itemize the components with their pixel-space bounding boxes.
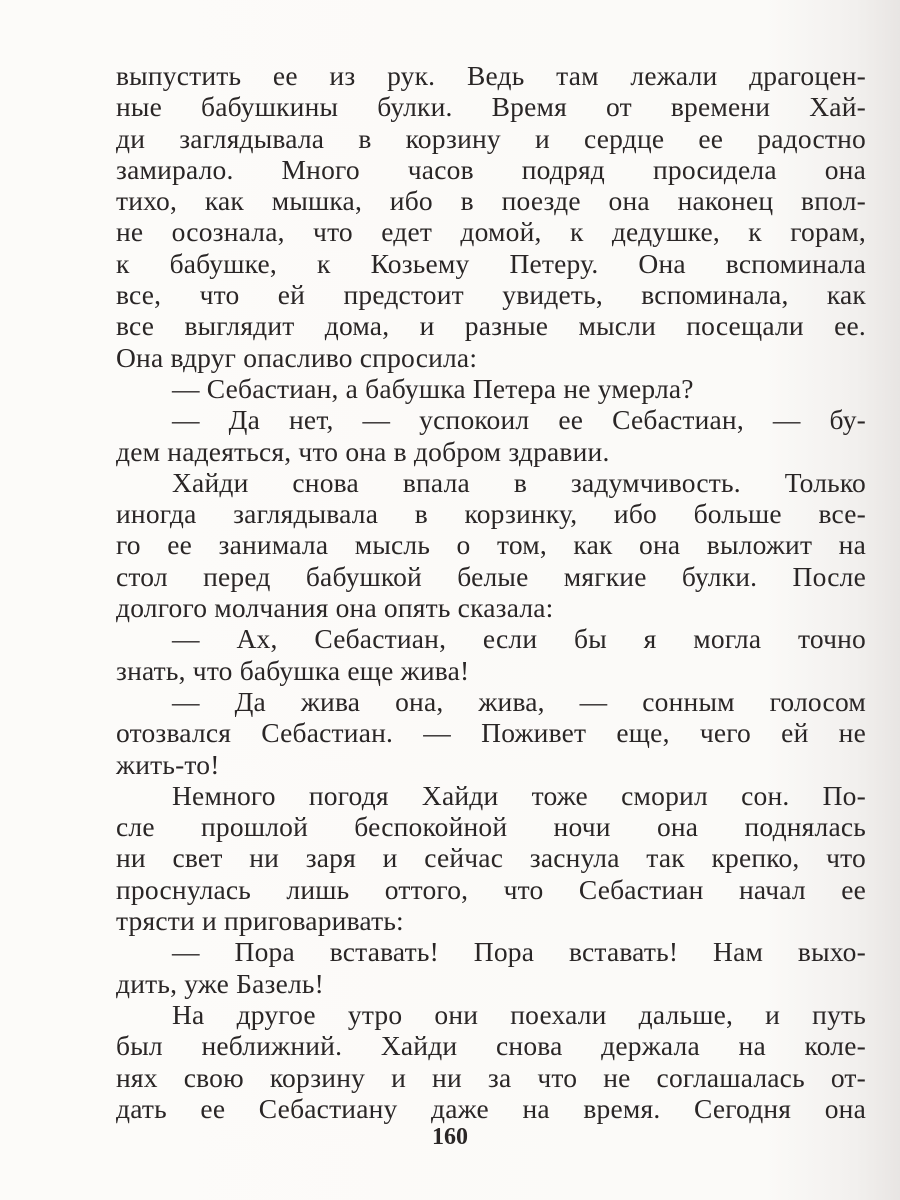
text-line: дем надеяться, что она в добром здравии. (116, 435, 610, 467)
text-line: дить, уже Базель! (116, 967, 325, 999)
text-line: к бабушке, к Козьему Петеру. Она вспоминала (116, 247, 866, 279)
text-line: долгого молчания она опять сказала: (116, 592, 554, 624)
text-line: стол перед бабушкой белые мягкие булки. После (116, 560, 866, 592)
text-line: проснулась лишь оттого, что Себастиан начал ее (116, 873, 866, 905)
text-line: — Да жива она, жива, — сонным голосом (172, 685, 866, 717)
text-line: замирало. Много часов подряд просидела она (116, 153, 866, 185)
text-line: На другое утро они поехали дальше, и путь (172, 998, 866, 1030)
text-line: — Пора вставать! Пора вставать! Нам выхо- (172, 936, 866, 968)
text-line: выпустить ее из рук. Ведь там лежали драгоцен- (116, 60, 866, 91)
text-line: Немного погодя Хайди тоже сморил сон. По- (172, 779, 866, 811)
page-body-text (116, 60, 866, 1124)
text-line: ни свет ни заря и сейчас заснула так крепко, что (116, 842, 866, 874)
text-line: трясти и приговаривать: (116, 905, 404, 937)
text-line: Хайди снова впала в задумчивость. Только (172, 466, 866, 498)
text-line: ди заглядывала в корзину и сердце ее радостно (116, 122, 866, 154)
text-line: го ее занимала мысль о том, как она выложит на (116, 529, 866, 561)
text-line: не осознала, что едет домой, к дедушке, к горам, (116, 216, 866, 248)
text-line: был неближний. Хайди снова держала на коле- (116, 1030, 866, 1062)
text-line: сле прошлой беспокойной ночи она поднялась (116, 811, 866, 843)
text-line: — Ах, Себастиан, если бы я могла точно (172, 623, 866, 655)
text-line: нях свою корзину и ни за что не соглашалась от- (116, 1061, 866, 1093)
text-line: — Да нет, — успокоил ее Себастиан, — бу- (172, 404, 866, 436)
text-line: все, что ей предстоит увидеть, вспоминала, как (116, 279, 866, 311)
page-number: 160 (432, 1124, 468, 1150)
text-line: ные бабушкины булки. Время от времени Хай- (116, 91, 866, 123)
text-line: знать, что бабушка еще жива! (116, 654, 470, 686)
text-line: — Себастиан, а бабушка Петера не умерла? (172, 372, 694, 404)
text-line: дать ее Себастиану даже на время. Сегодня она (116, 1092, 866, 1124)
text-line: отозвался Себастиан. — Поживет еще, чего ей не (116, 717, 866, 749)
text-line: Она вдруг опасливо спросила: (116, 341, 478, 373)
text-line: иногда заглядывала в корзинку, ибо больше все- (116, 498, 866, 530)
text-line: тихо, как мышка, ибо в поезде она наконец впол- (116, 185, 866, 217)
text-line: жить-то! (116, 748, 220, 780)
text-line: все выглядит дома, и разные мысли посещали ее. (116, 310, 866, 342)
